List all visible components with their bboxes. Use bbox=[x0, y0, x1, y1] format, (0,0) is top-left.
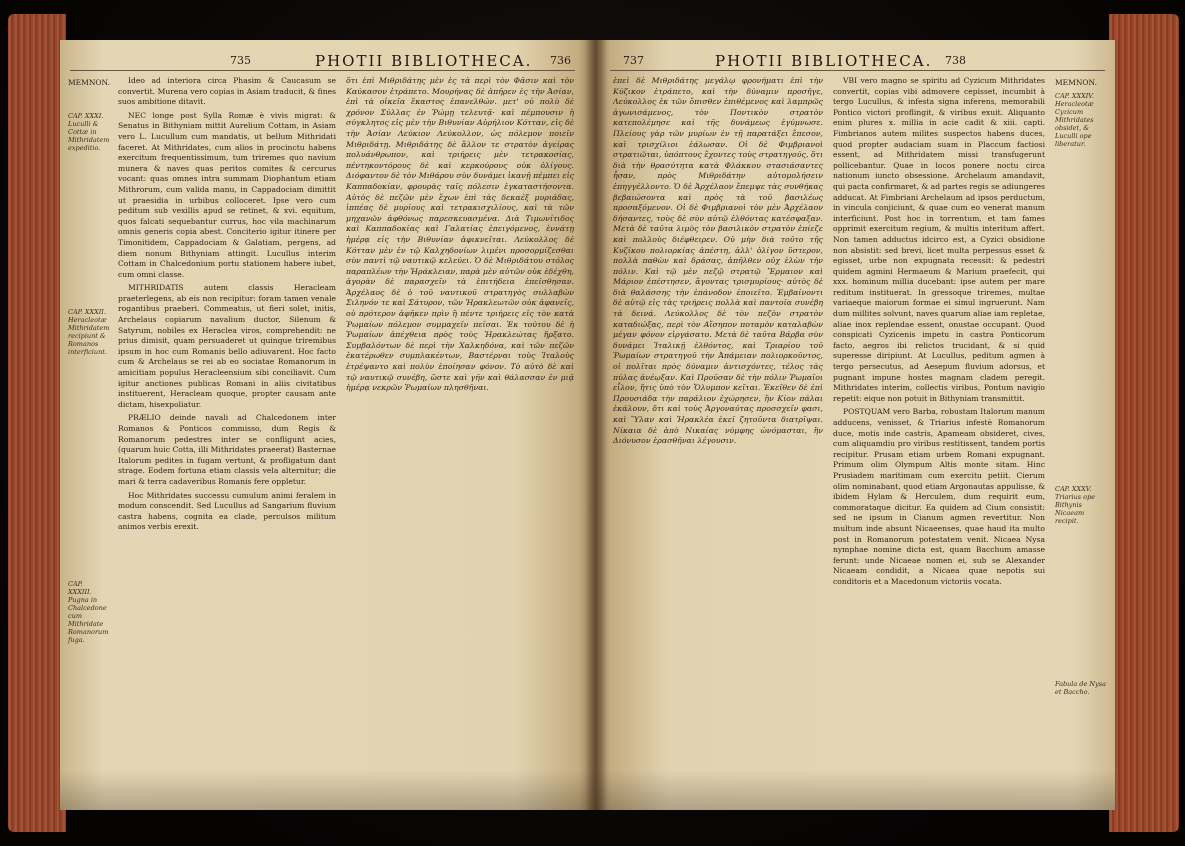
page-number: 738 bbox=[945, 54, 966, 67]
header-rule bbox=[610, 70, 1105, 71]
running-head: MEMNON. bbox=[68, 78, 111, 87]
margin-note: CAP. XXXII. Heracleotæ Mithridatem recipiunt & Romanos interficiunt. bbox=[68, 308, 110, 356]
running-head: MEMNON. bbox=[1055, 78, 1098, 87]
latin-paragraph: PRÆLIO deinde navali ad Chalcedonem inter Romanos & Ponticos commisso, dum Regis & Romanorum pedestres inter se confligunt acies, (quarum huic Cotta, illi Mithridates praeerat) Basternae Italorum pedites in fugam vertunt, & profligatum dant strage. Eodem fortuna etiam classis vela alternitur; die mari & terra cadaveribus Romanis fere oppletur. bbox=[118, 413, 336, 486]
book-edge-right bbox=[1109, 14, 1179, 832]
latin-paragraph: POSTQUAM vero Barba, robustam Italorum manum adducens, venisset, & Triarius infestè Romanorum duce, motis inde castris, Apameam obsideret, cives, cum aliquamdiu pro viribus restitissent, tandem portis recipitur. Prusam etiam urbem Romani expugnant. Primum olim Olympum Altis monte sitam. Hinc Prusiadem maritimam cum exercitu petiit. Cierum olim nominabant, quod etiam Argonautas appulisse, & ibidem Hylam & Herculem, dum requirit eum, commorataque dicitur. Ea quidem ad Cium consistit: sed ne ipsum in Cianum agmen revertitur. Non multum inde absunt Nicaeenses, quae haud ita multo post in Romanorum potestatem venit. Nicaea Nysa nymphae nomine dicta est, quam Bacchum amasse ferunt: unde Nicaeae nomen ei, sub se Alexander Nicaeam condidit, a Nicaea quae nepotis sui conditoris et a Macedonum victoriis vocata. bbox=[833, 407, 1045, 586]
book-edge-left bbox=[8, 14, 66, 832]
latin-paragraph: Hoc Mithridates successu cumulum animi feralem in modum conscendit. Sed Lucullus ad Sangarium fluvium castra habens, cognita ea clade, perculsos militum animos verbis erexit. bbox=[118, 490, 336, 532]
latin-column bbox=[833, 76, 1045, 796]
margin-note: Fabula de Nysa et Baccho. bbox=[1055, 680, 1106, 696]
greek-column: ὅτι ἐπὶ Μιθριδάτης μὲν ἐς τὰ περὶ τὸν Φᾶσιν καὶ τὸν Καύκασον ἐτράπετο. Μουρήνας δὲ ἀπῆρεν ἐς τὴν Ἀσίαν, ἐπὶ τὰ οἰκεῖα ἕκαστος ἐπανελθών. μετ' οὐ πολὺ δὲ χρόνον Σύλλας ἐν Ῥώμῃ τελευτᾷ· καὶ πέμπουσιν ἡ σύγκλητος εἰς μὲν τὴν Βιθυνίαν Αὐρήλιον Κότταν, εἰς δὲ τὴν Ἀσίαν Λεύκιον Λεύκολλον, ὡς πόλεμον ποιεῖν Μιθριδάτῃ. Μιθριδάτης δὲ ἄλλον τε στρατὸν ἀγείρας πολυάνθρωπον, καὶ τριήρεις μὲν τετρακοσίας, πέντηκοντόρους δὲ καὶ κερκούρους οὐκ ὀλίγους. Διόφαντον δὲ τὸν Μιθάρου σὺν δυνάμει ἱκανῇ πέμπει εἰς Καππαδοκίαν, φρουρὰς ταῖς πόλεσιν ἐγκαταστήσοντα. Αὐτὸς δὲ πεζῶν μὲν ἔχων ἐπὶ τὰς δεκαέξ μυριάδας, ἱππέας δὲ μυρίους καὶ τετρακισχιλίους, καὶ τὰ τῶν μηχανῶν ἀφθόνως παρεσκευασμένα. Διὰ Τιμωνίτιδος καὶ Καππαδοκίας καὶ Γαλατίας ἐπειγόμενος, ἐννάτῃ ἡμέρᾳ εἰς τὴν Βιθυνίαν ἀφικνεῖται. Λεύκολλος δὲ Κότταν μὲν ἐν τῷ Καλχηδονίων λιμένι προσορμίζεσθαι σὺν παντὶ τῷ ναυτικῷ κελεύει. Ὁ δὲ Μιθριδάτου στόλος παραπλέων τὴν Ἡράκλειαν, παρὰ μὲν αὐτῶν οὐκ ἐδέχθη, ἀγορὰν δὲ παρασχεῖν τὰ ἐπιτήδεια ἐπείσθησαν. Ἀρχέλαος δὲ ὁ τοῦ ναυτικοῦ στρατηγὸς συλλαβὼν Σιληνόν τε καὶ Σάτυρον, τῶν Ἡρακλεωτῶν οὐκ ἀφανεῖς, οὐ πρότερον ἀφῆκεν πρὶν ἢ πέντε τριήρεις εἰς τὸν κατὰ Ῥωμαίων πόλεμον συμμαχεῖν πεῖσαι. Ἐκ τούτου δὲ ἡ Ῥωμαίων ἀπέχθεια πρὸς τοὺς Ἡρακλεώτας ἤρξατο. Συμβαλόντων δὲ περὶ τὴν Χαλκηδόνα, καὶ τῶν πεζῶν ἐκατέρωθεν συμπλακέντων, Βαστέρναι τοὺς Ἰταλοὺς ἐτρέψαντο καὶ πολὺν ἐποίησαν φόνον. Τὸ αὐτὸ δὲ καὶ τῷ ναυτικῷ συνέβη, ὥστε καὶ γῆν καὶ θάλασσαν ἐν μιᾷ ἡμέρᾳ νεκρῶν Ῥωμαίων πλησθῆναι. bbox=[346, 76, 574, 393]
margin-note: CAP. XXXI. Luculli & Cottæ in Mithridatem expeditio. bbox=[68, 112, 110, 152]
latin-paragraph: MITHRIDATIS autem classis Heracleam praeterlegens, ab eis non recipitur: foram tamen venale rogantibus praeberi. Commeatus, ut fieri solet, initis, Archelaus copiarum navalium ductor, Silenum & Satyrum, nobiles ex Heraclea viros, comprehendit: ne prius dimisit, quam persuaderet ut quinque triremibus ipsum in hoc cum Romanis bello adiuvarent. Hoc facto cum & Archelaus se rei ab eo sociatae Romanorum in amicitiam populus Heracleensium sibi conciliavit. Cum igitur anctiones publicas Romani in aliis civitatibus instituerent, Heracleam quoque, propter causam ante dictam, hisexpoliatur. bbox=[118, 283, 336, 409]
margin-note: CAP. XXXIII. Pugna in Chalcedone cum Mithridate Romanorum fuga. bbox=[68, 580, 109, 644]
margin-note: CAP. XXXIV. Heracleotæ Cyzicum Mithridates obsidet, & Luculli ope liberatur. bbox=[1055, 92, 1094, 148]
header-rule bbox=[70, 70, 575, 71]
latin-column bbox=[118, 76, 336, 796]
page-header: PHOTII BIBLIOTHECA. bbox=[315, 52, 533, 70]
page-number: 737 bbox=[623, 54, 644, 67]
page-shadow bbox=[60, 770, 595, 810]
left-page bbox=[60, 40, 595, 810]
page-number: 736 bbox=[550, 54, 571, 67]
page-number: 735 bbox=[230, 54, 251, 67]
greek-column: ἐπεὶ δὲ Μιθριδάτης μεγάλῳ φρονήματι ἐπὶ τὴν Κύζικον ἐτράπετο, καὶ τὴν δύναμιν προσῆγε, Λεύκολλος ἐκ τῶν ὄπισθεν ἐπιθέμενος καὶ λαμπρῶς ἀγωνισάμενος, τὸν Ποντικὸν στρατὸν κατεπολέμησε καὶ τῆς δυνάμεως ἐγύμνωσε. Πλείους γὰρ τῶν μυρίων ἐν τῇ παρατάξει ἔπεσον, καὶ τρισχίλιοι ἑάλωσαν. Οἱ δὲ Φιμβριανοὶ στρατιῶται, ὑπόπτους ἔχοντες τοὺς στρατηγούς, ὅτι διὰ τὴν θρασύτητα κατὰ Φλάκκου στασιάσαντες ἦσαν, πρὸς Μιθριδάτην αὐτομολήσειν ἐπηγγέλλοντο. Ὁ δὲ Ἀρχέλαον ἔπεμψε τὰς συνθήκας βεβαιώσοντα καὶ πρὸς τὰ τοῦ βασιλέως προσαξόμενον. Οἱ δὲ Φιμβριανοὶ τὸν μὲν Ἀρχέλαον δήσαντες, τοὺς δὲ σὺν αὐτῷ ἐλθόντας κατέσφαξαν. Μετὰ δὲ ταῦτα λιμὸς τὸν βασιλικὸν στρατὸν ἐπίεζε καὶ πολλοὺς διέφθειρεν. Οὐ μὴν διὰ τοῦτο τῆς Κυζίκου πολιορκίας ἀπέστη, ἀλλ' ὀλίγον ὕστερον, πολλὰ παθὼν καὶ δράσας, ἀπῆλθεν οὐχ ἑλὼν τὴν πόλιν. Καὶ τῷ μὲν πεζῷ στρατῷ Ἕρμαιον καὶ Μάριον ἐπέστησεν, ἄγοντας τρισμυρίους· αὐτὸς δὲ διὰ θαλάσσης τὴν ἐπάνοδον ἐποιεῖτο. Ἐμβαίνοντι δὲ αὐτῷ εἰς τὰς τριήρεις πολλὰ καὶ παντοῖα συνέβη τὰ δεινά. Λεύκολλος δὲ τὸν πεζὸν στρατὸν καταδιώξας, περὶ τὸν Αἴσηπον ποταμὸν καταλαβὼν μέγαν φόνον εἰργάσατο. Μετὰ δὲ ταῦτα Βάρβα σὺν δυνάμει Ἰταλικῇ ἐλθόντος, καὶ Τριαρίου τοῦ Ῥωμαίων στρατηγοῦ τὴν Ἀπάμειαν πολιορκοῦντος, οἱ πολῖται πρὸς δύναμιν ἀντισχόντες, τέλος τὰς πύλας ἀνέῳξαν. Καὶ Προῦσαν δὲ τὴν πόλιν Ῥωμαῖοι εἷλον, ἥτις ὑπὸ τὸν Ὄλυμπον κεῖται. Ἐκεῖθεν δὲ ἐπὶ Προυσιάδα τὴν παράλιον ἐχώρησεν, ἣν Κίον πάλαι ἐκάλουν, ὅτι καὶ τοὺς Ἀργοναύτας προσσχεῖν φασι, καὶ Ὕλαν καὶ Ἡρακλέα ἐκεῖ ζητοῦντα διατρῖψαι. Νίκαια δὲ ἀπὸ Νικαίας νύμφης ὠνόμασται, ἣν Διόνυσον ἐρασθῆναι λέγουσιν. bbox=[613, 76, 823, 446]
book-gutter bbox=[585, 40, 607, 810]
latin-paragraph: VBI vero magno se spiritu ad Cyzicum Mithridates convertit, copias vibi admovere cepisset, incumbit à tergo Lucullus, & infesta signa inferens, memorabili Pontico victori proflingit, & viribus exuit. Aliquanto enim plures x. millia in acie cadit & xiii. capti. Fimbrianos autem milites suspectos habens duces, quod propter audaciam suam in Placcum factiosi essent, ad Mithridatem missi transfugerunt pollicebantur. Quae in locos ponere noctu circa nationum iuncto obsessione. Archelaum amandavit, qui pacta confirmaret, & ad partes regis se adiungeres adducat. At Fimbriani Archelaum ad ipsos perductum, in vincula conjiciunt, & quae cum eo venerat manum interficiunt. Post hoc in torrentum, et tam fames opprimit exercitum regium, & multis interitum affert. Non tamen adductus idcirco est, a Cyzici obsidione non absistit: sed brevi, licet multa perpessus esset & egisset, urbe non expugnata recessit: & pedestri quidem agmini Hermaeum & Marium praefecit, qui xxx. hominum millia ducebant: ipse autem per mare reditum instituerat. In gressoque triremes, multae variaeque maiorum formae ei simul ingruerunt. Nam dum millites solvunt, naves quarum aliae iam repletae, aliae inox replendae essent, onustae occupant. Quod conspicati Cyzicenis impetu in castra Ponticorum facto, aegros ibi relictos trucidant, & si quid superesse diripiunt. At Lucullus, peditum agmen à tergo persecutus, ad Aesepum fluvium adorsus, et pugnant impune hostes magnam cladem peregit. Mithridates interim, collectis viribus, Pontum navigio repetit: eique non potuit in Bithyniam transmittit. bbox=[833, 76, 1045, 403]
latin-paragraph: Ideo ad interiora circa Phasim & Caucasum se convertit. Murena vero copias in Asiam traducit, & fines suos ambitione ditavit. bbox=[118, 76, 336, 107]
page-shadow bbox=[595, 770, 1115, 810]
page-header: PHOTII BIBLIOTHECA. bbox=[715, 52, 933, 70]
margin-note: CAP. XXXV. Triarius ope Bithynis Nicaeam recipit. bbox=[1055, 485, 1096, 525]
latin-paragraph: NEC longe post Sylla Romæ è vivis migrat: & Senatus in Bithyniam mittit Aurelium Cottam, in Asiam vero L. Lucullum cum mandatis, ut bellum Mithridati faceret. At Mithridates, cum alios in procinctu habens exercitum frequentissimum, tum triremes quo navium munera & naves quas peritos comites & cercurus vocant: quas omnes intra summam Diophantum etiam Mithrorum, cum valida manu, in Cappadociam dimittit ut praesidia in urbibus colloceret. Ipse vero cum peditum sub vexillis apud se retinet, & xvi. equitum, quos falcati sequebantur currus, hoc vila machinarum omnis generis copia abest. Conciterio igitur itinere per Timonitidem, Cappadociam & Galatiam, pergens, ad diem nonum Bithyniam attingit. Lucullus interim Cottam in Chalcedonium portu stationem habere iubet, cum omni classe. bbox=[118, 110, 336, 279]
right-page bbox=[595, 40, 1115, 810]
